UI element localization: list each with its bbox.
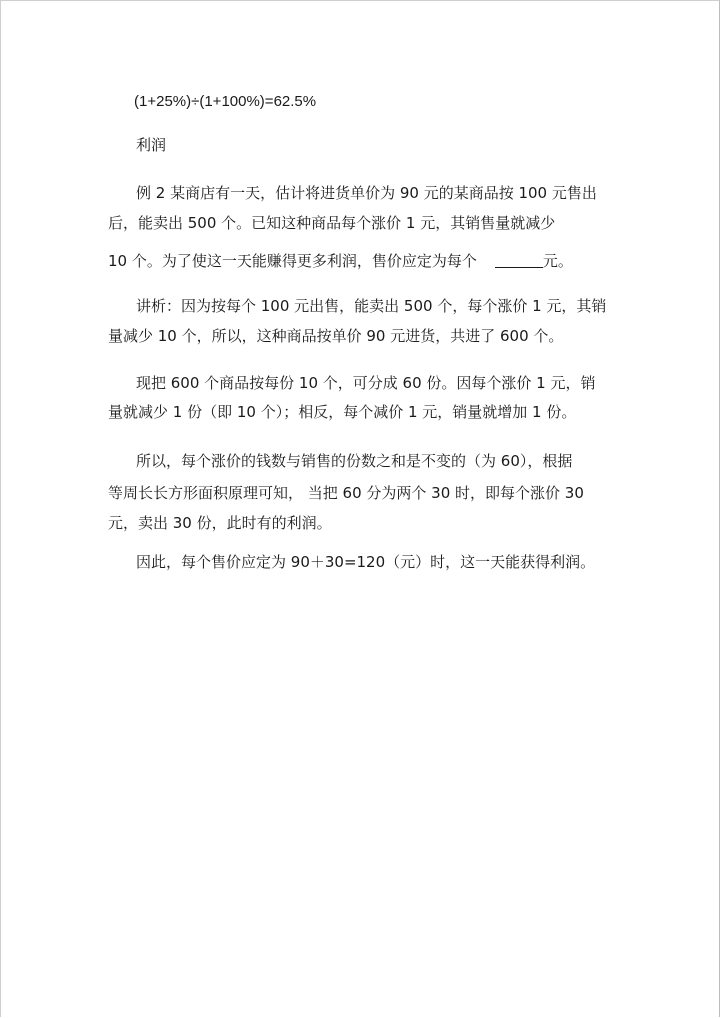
paragraph-3-cont <box>108 397 613 427</box>
paragraph-3-line-1: 现把 600 个商品按每份 10 个，可分成 60 份。因每个涨价 1 元，销 <box>136 374 596 392</box>
analysis-paragraph <box>136 291 641 321</box>
paragraph-3-line-2: 量就减少 1 份（即 10 个）；相反，每个减价 1 元，销量就增加 1 份。 <box>108 403 577 421</box>
example-line-3 <box>108 246 613 276</box>
analysis-line-2: 量减少 10 个，所以，这种商品按单价 90 元进货，共进了 600 个。 <box>108 327 564 345</box>
paragraph-4-line-3: 元，卖出 30 份，此时有的利润。 <box>108 514 332 532</box>
paragraph-4-line-2: 等周长长方形面积原理可知， 当把 60 分为两个 30 时，即每个涨价 30 <box>108 484 584 502</box>
paragraph-4-cont <box>108 478 613 538</box>
analysis-line-1: 讲析：因为按每个 100 元出售，能卖出 500 个，每个涨价 1 元，其销 <box>136 297 607 315</box>
paragraph-5 <box>136 547 641 577</box>
example-line-2: 后，能卖出 500 个。已知这种商品每个涨价 1 元，其销售量就减少 <box>108 214 556 232</box>
analysis-paragraph-cont <box>108 321 613 351</box>
example-paragraph <box>136 178 641 208</box>
example-paragraph-cont <box>108 208 613 238</box>
answer-blank <box>495 251 543 268</box>
paragraph-5-line-1: 因此，每个售价应定为 90＋30=120（元）时，这一天能获得利润。 <box>136 553 596 571</box>
paragraph-4 <box>136 446 641 476</box>
example-paragraph-end <box>108 246 613 276</box>
example-line-3-suffix: 元。 <box>542 252 573 270</box>
example-line-1: 例 2 某商店有一天，估计将进货单价为 90 元的某商品按 100 元售出 <box>136 184 597 202</box>
formula-line: (1+25%)÷(1+100%)=62.5% <box>134 93 317 110</box>
paragraph-4-line-1: 所以，每个涨价的钱数与销售的份数之和是不变的（为 60），根据 <box>136 452 573 470</box>
example-line-3-text: 10 个。为了使这一天能赚得更多利润，售价应定为每个 <box>108 252 477 270</box>
paragraph-3 <box>136 368 641 398</box>
section-label: 利润 <box>136 136 167 154</box>
